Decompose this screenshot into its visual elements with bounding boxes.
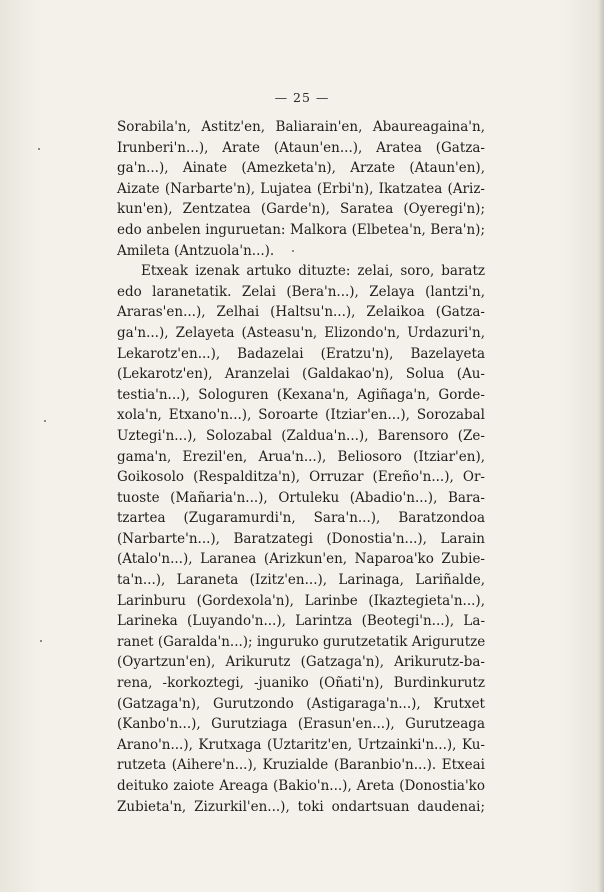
text-line: (Kanbo'n...), Gurutziaga (Erasun'en...), Gurutzeaga (117, 716, 485, 733)
paragraph-2 (117, 261, 485, 817)
text-line: testia'n...), Sologuren (Kexana'n, Agiñaga'n, Gorde- (117, 386, 485, 403)
body-text (117, 117, 485, 817)
text-line: Larinburu (Gordexola'n), Larinbe (Ikaztegieta'n...), (117, 592, 485, 609)
text-line: xola'n, Etxano'n...), Soroarte (Itziar'en...), Sorozabal (117, 407, 485, 424)
text-line: ga'n...), Zelayeta (Asteasu'n, Elizondo'n, Urdazuri'n, (117, 324, 485, 341)
paper-speck (40, 640, 42, 642)
text-line: rena, -korkoztegi, -juaniko (Oñati'n), Burdinkurutz (117, 675, 485, 692)
text-line: Etxeak izenak artuko dituzte: zelai, soro, baratz (141, 263, 485, 280)
text-line: (Gatzaga'n), Gurutzondo (Astigaraga'n...), Krutxet (117, 695, 485, 712)
text-line: (Oyartzun'en), Arikurutz (Gatzaga'n), Arikurutz-ba- (117, 654, 485, 671)
text-line: Irunberi'n...), Arate (Ataun'en...), Aratea (Gatza- (117, 139, 485, 156)
paper-speck (44, 420, 46, 422)
text-line: tzartea (Zugaramurdi'n, Sara'n...), Baratzondoa (117, 510, 485, 527)
text-line: (Narbarte'n...), Baratzategi (Donostia'n...), Larain (117, 530, 485, 547)
text-line: gama'n, Erezil'en, Arua'n...), Beliosoro (Itziar'en), (117, 448, 485, 465)
text-line: (Atalo'n...), Laranea (Arizkun'en, Naparoa'ko Zubie- (117, 551, 485, 568)
text-line: Uztegi'n...), Solozabal (Zaldua'n...), Barensoro (Ze- (117, 427, 485, 444)
text-line: ranet (Garalda'n...); inguruko gurutzetatik Arigurutze (117, 633, 486, 650)
text-line: Amileta (Antzuola'n...). (117, 242, 275, 259)
text-line: kun'en), Zentzatea (Garde'n), Saratea (Oyeregi'n); (117, 201, 485, 218)
paragraph-1 (117, 117, 485, 261)
text-line: Zubieta'n, Zizurkil'en...), toki ondartsuan daudenai; (117, 798, 485, 815)
text-line: (Lekarotz'en), Aranzelai (Galdakao'n), Solua (Au- (117, 366, 485, 383)
page-edge-shadow (598, 0, 604, 892)
text-line: ta'n...), Laraneta (Izitz'en...), Larinaga, Lariñalde, (117, 572, 485, 589)
text-line: rutzeta (Aihere'n...), Kruzialde (Baranbio'n...). Etxeai (117, 757, 485, 774)
text-line: Aizate (Narbarte'n), Lujatea (Erbi'n), Ikatzatea (Ariz- (117, 180, 485, 197)
text-line: deituko zaiote Areaga (Bakio'n...), Areta (Donostia'ko (117, 778, 485, 794)
text-line: edo anbelen inguruetan: Malkora (Elbetea'n, Bera'n); (117, 221, 485, 238)
page-number: — 25 — (274, 90, 330, 105)
text-line: Larineka (Luyando'n...), Larintza (Beotegi'n...), La- (117, 613, 485, 630)
text-line: Goikosolo (Respalditza'n), Orruzar (Ereño'n...), Or- (117, 469, 485, 486)
paper-speck (292, 250, 294, 252)
paper-speck (38, 148, 40, 150)
text-line: Lekarotz'en...), Badazelai (Eratzu'n), Bazelayeta (117, 345, 485, 362)
text-line: Araras'en...), Zelhai (Haltsu'n...), Zelaikoa (Gatza- (117, 304, 485, 321)
text-line: ga'n...), Ainate (Amezketa'n), Arzate (Ataun'en), (117, 160, 485, 177)
text-line: tuoste (Mañaria'n...), Ortuleku (Abadio'n...), Bara- (117, 489, 485, 506)
text-line: Sorabila'n, Astitz'en, Baliarain'en, Abaureagaina'n, (117, 119, 485, 135)
text-line: Arano'n...), Krutxaga (Uztaritz'en, Urtzainki'n...), Ku- (117, 736, 485, 753)
text-line: edo laranetatik. Zelai (Bera'n...), Zelaya (lantzi'n, (117, 283, 485, 300)
